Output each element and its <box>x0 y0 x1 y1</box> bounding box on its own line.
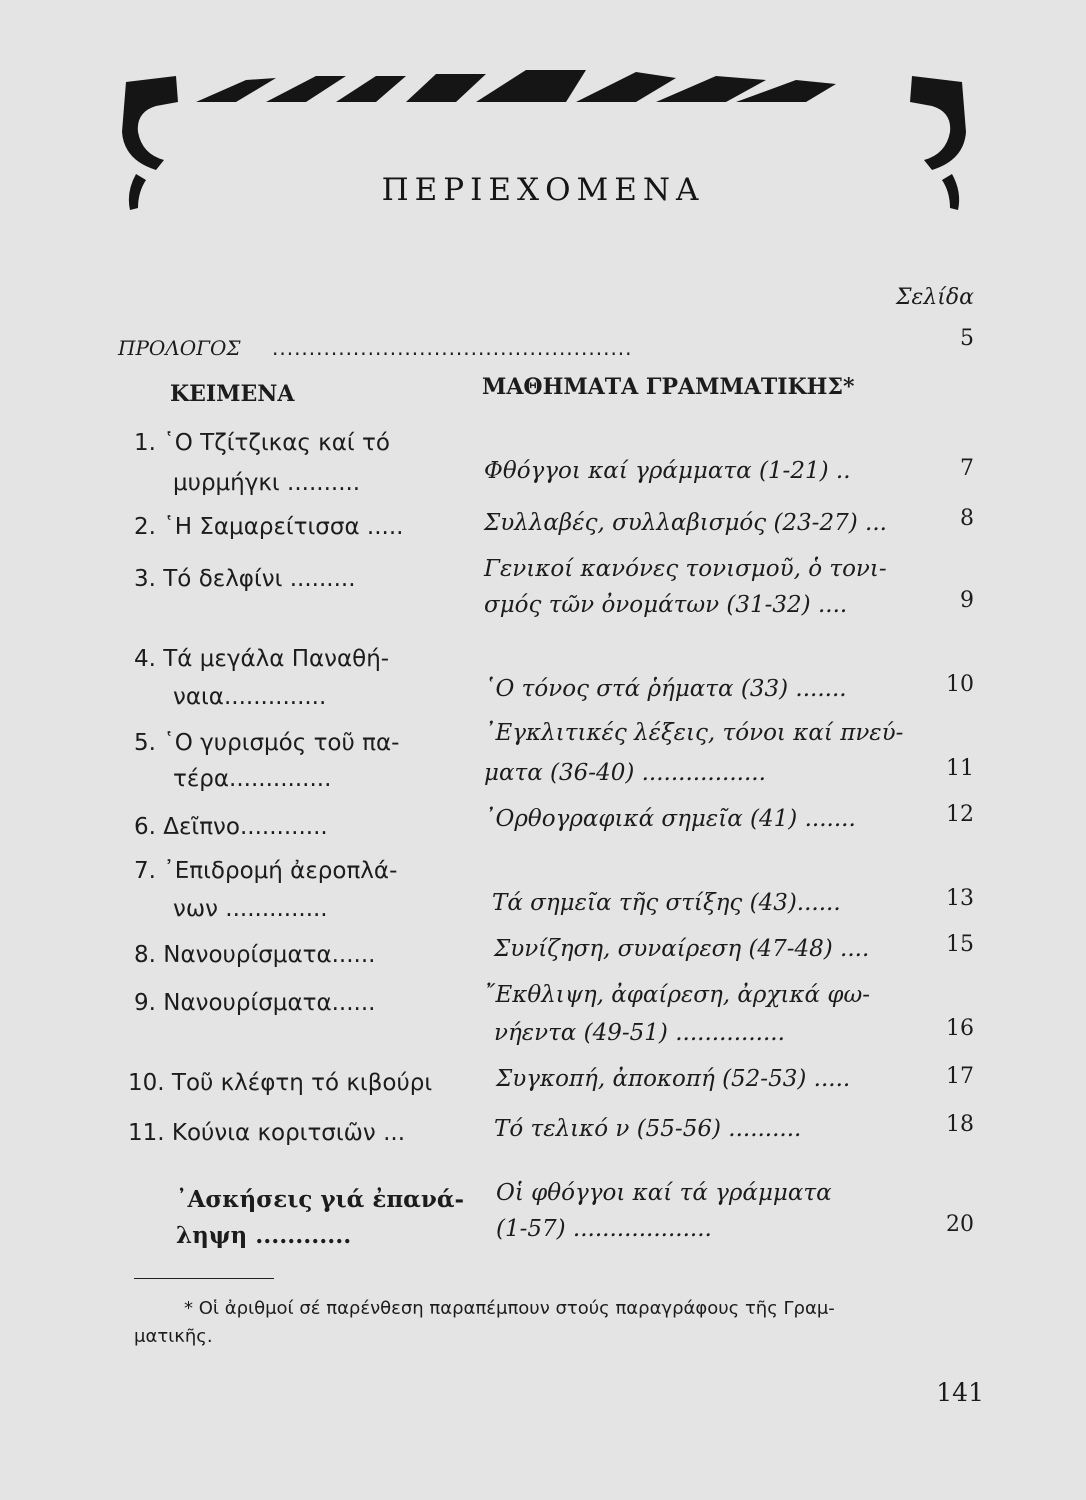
entry-page: 9 <box>960 588 974 613</box>
entry-text-line1: ᾿Ασκήσεις γιά ἐπανά- <box>176 1186 465 1213</box>
entry-lesson-line1: Συνίζηση, συναίρεση (47-48) .... <box>494 936 870 962</box>
header-grammar: ΜΑΘΗΜΑΤΑ ΓΡΑΜΜΑΤΙΚΗΣ* <box>482 374 855 400</box>
entry-page: 7 <box>960 456 974 481</box>
entry-page: 20 <box>946 1212 974 1237</box>
page-title: ΠΕΡΙΕΧΟΜΕΝΑ <box>381 172 705 208</box>
entry-lesson-line1: Συγκοπή, ἀποκοπή (52-53) ..... <box>496 1066 851 1092</box>
entry-page: 10 <box>946 672 974 697</box>
entry-lesson-line1: Οἱ φθόγγοι καί τά γράμματα <box>496 1180 832 1206</box>
entry-text-line2: ναια.............. <box>173 684 327 710</box>
entry-lesson-line2: σμός τῶν ὀνομάτων (31-32) .... <box>484 592 848 618</box>
prologue-label: ΠΡΟΛΟΓΟΣ <box>118 336 241 360</box>
entry-page: 16 <box>946 1016 974 1041</box>
header-texts: ΚΕΙΜΕΝΑ <box>170 381 295 407</box>
entry-page: 8 <box>960 506 974 531</box>
footnote-line2: ματικῆς. <box>134 1326 213 1347</box>
entry-page: 15 <box>946 932 974 957</box>
entry-page: 13 <box>946 886 974 911</box>
entry-text-line1: 6. Δεῖπνο............ <box>134 814 328 840</box>
prologue-page: 5 <box>960 326 974 351</box>
entry-text-line2: τέρα.............. <box>173 766 332 792</box>
page-number: 141 <box>936 1378 984 1407</box>
entry-text-line2: ληψη ............ <box>176 1222 352 1249</box>
page-column-label: Σελίδα <box>895 285 974 310</box>
entry-text-line1: 10. Τοῦ κλέφτη τό κιβούρι <box>128 1070 433 1096</box>
entry-lesson-line2: ῾Ο τόνος στά ῥήματα (33) ....... <box>484 676 847 702</box>
entry-text-line1: 9. Νανουρίσματα...... <box>134 990 376 1016</box>
entry-text-line1: 2. ῾Η Σαμαρείτισσα ..... <box>134 514 404 540</box>
entry-lesson-line1: Τό τελικό ν (55-56) .......... <box>494 1116 802 1142</box>
entry-text-line1: 3. Τό δελφίνι ......... <box>134 566 356 592</box>
footnote-divider <box>134 1278 274 1279</box>
entry-lesson-line1: ᾿Εγκλιτικές λέξεις, τόνοι καί πνεύ- <box>484 720 904 746</box>
entry-page: 11 <box>946 756 974 781</box>
entry-text-line2: νων .............. <box>173 896 328 922</box>
entry-text-line1: 8. Νανουρίσματα...... <box>134 942 376 968</box>
entry-text-line1: 4. Τά μεγάλα Παναθή- <box>134 646 390 672</box>
entry-lesson-line1: ῎Εκθλιψη, ἀφαίρεση, ἀρχικά φω- <box>484 982 870 1008</box>
entry-page: 12 <box>946 802 974 827</box>
entry-lesson-line2: νήεντα (49-51) ............... <box>494 1020 785 1046</box>
entry-text-line2: μυρμήγκι .......... <box>173 470 361 496</box>
footnote-line1: * Οἱ ἀριθμοί σέ παρένθεση παραπέμπουν στούς παραγράφους τῆς Γραμ- <box>184 1298 835 1319</box>
entry-text-line1: 1. ῾Ο Τζίτζικας καί τό <box>134 430 390 456</box>
entry-lesson-line1: Γενικοί κανόνες τονισμοῦ, ὁ τονι- <box>484 556 887 582</box>
entry-lesson-line2: Τά σημεῖα τῆς στίξης (43)...... <box>492 890 841 916</box>
entry-lesson-line2: ματα (36-40) ................. <box>484 760 766 786</box>
entry-lesson-line1: Συλλαβές, συλλαβισμός (23-27) ... <box>484 510 887 536</box>
entry-text-line1: 5. ῾Ο γυρισμός τοῦ πα- <box>134 730 400 756</box>
prologue-dots: ................................................. <box>272 336 633 360</box>
entry-lesson-line2: Φθόγγοι καί γράμματα (1-21) .. <box>484 458 851 484</box>
entry-text-line1: 7. ᾿Επιδρομή ἀεροπλά- <box>134 858 398 884</box>
entry-lesson-line2: (1-57) ................... <box>496 1216 712 1242</box>
entry-text-line1: 11. Κούνια κοριτσιῶν ... <box>128 1120 406 1146</box>
entry-page: 17 <box>946 1064 974 1089</box>
entry-lesson-line1: ᾿Ορθογραφικά σημεῖα (41) ....... <box>484 806 856 832</box>
entry-page: 18 <box>946 1112 974 1137</box>
